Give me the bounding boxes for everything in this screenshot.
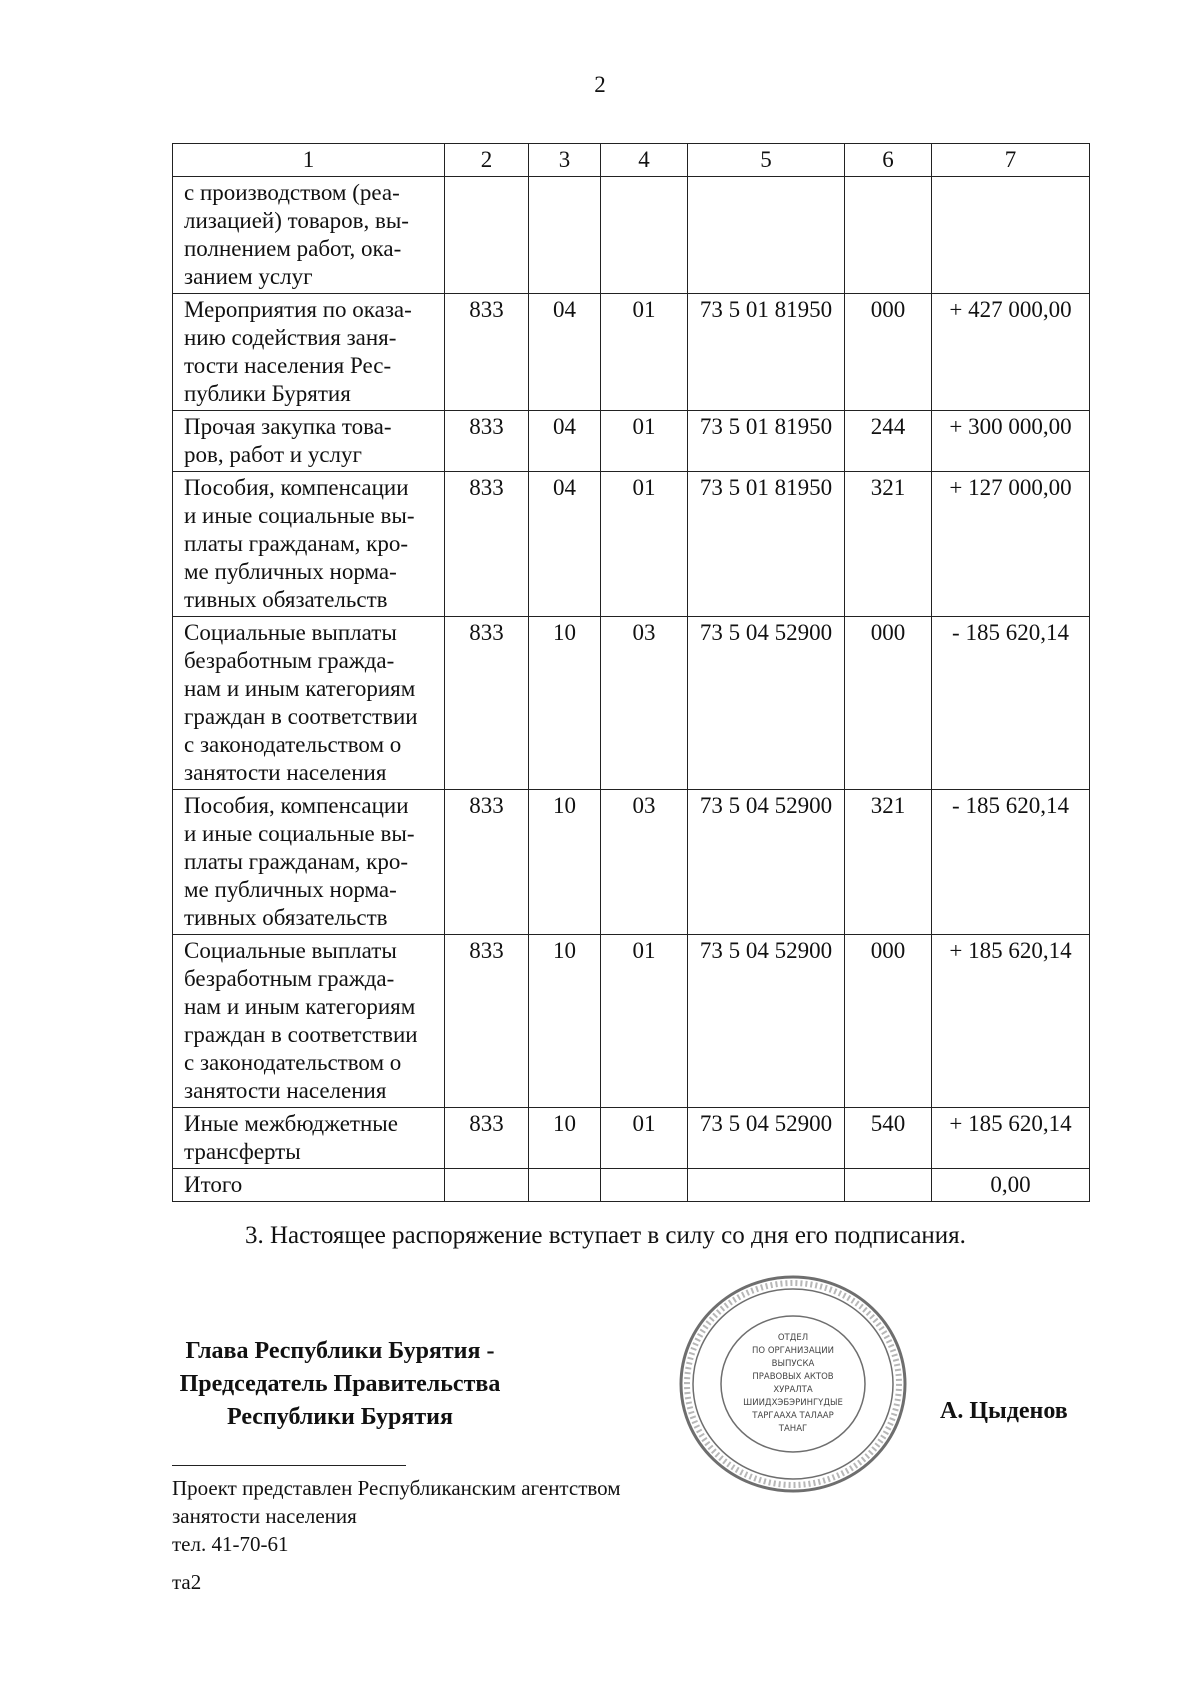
row-value-cell: 73 5 01 81950 <box>688 294 845 411</box>
footnote-rule <box>172 1465 406 1466</box>
row-value-cell: 000 <box>845 617 932 790</box>
seal-text-line: ОТДЕЛ <box>777 1333 809 1343</box>
row-value-cell <box>529 1169 601 1202</box>
column-header: 4 <box>601 144 688 177</box>
footnote <box>172 1474 621 1558</box>
column-header: 3 <box>529 144 601 177</box>
official-seal-stamp <box>676 1272 910 1496</box>
row-value-cell: 04 <box>529 411 601 472</box>
column-header: 5 <box>688 144 845 177</box>
page-number: 2 <box>594 72 606 97</box>
row-value-cell: 01 <box>601 1108 688 1169</box>
signer-name: А. Цыденов <box>940 1398 1068 1424</box>
row-name-cell: Прочая закупка това- ров, работ и услуг <box>173 411 445 472</box>
table-row <box>173 790 1090 935</box>
column-header: 1 <box>173 144 445 177</box>
row-name-cell: Итого <box>173 1169 445 1202</box>
row-value-cell: 833 <box>445 294 529 411</box>
row-value-cell: 000 <box>845 294 932 411</box>
row-value-cell: 73 5 01 81950 <box>688 472 845 617</box>
row-value-cell <box>845 177 932 294</box>
row-value-cell: 73 5 01 81950 <box>688 411 845 472</box>
seal-text-line: ВЫПУСКА <box>771 1359 815 1369</box>
row-value-cell: 73 5 04 52900 <box>688 1108 845 1169</box>
row-name-cell: Социальные выплаты безработным гражда- нам и иным категориям граждан в соответствии с законодательством о занятости населения <box>173 617 445 790</box>
row-value-cell: 01 <box>601 294 688 411</box>
row-value-cell: 73 5 04 52900 <box>688 617 845 790</box>
row-name-cell: Пособия, компенсации и иные социальные вы- платы гражданам, кро- ме публичных норма- тивных обязательств <box>173 790 445 935</box>
budget-table <box>172 143 1090 1202</box>
row-value-cell <box>445 1169 529 1202</box>
row-value-cell: - 185 620,14 <box>932 790 1090 935</box>
table-row <box>173 1108 1090 1169</box>
row-value-cell: - 185 620,14 <box>932 617 1090 790</box>
row-value-cell <box>601 1169 688 1202</box>
row-value-cell: 833 <box>445 617 529 790</box>
row-name-cell: с производством (реа- лизацией) товаров, вы- полнением работ, ока- занием услуг <box>173 177 445 294</box>
table-row <box>173 1169 1090 1202</box>
row-value-cell: 01 <box>601 472 688 617</box>
row-value-cell: 10 <box>529 790 601 935</box>
row-value-cell: 01 <box>601 935 688 1108</box>
signature-title-line-3: Республики Бурятия <box>226 1404 453 1430</box>
row-value-cell: 10 <box>529 935 601 1108</box>
row-value-cell: 0,00 <box>932 1169 1090 1202</box>
row-value-cell: 03 <box>601 617 688 790</box>
row-value-cell: + 127 000,00 <box>932 472 1090 617</box>
seal-text-line: ПРАВОВЫХ АКТОВ <box>752 1372 834 1382</box>
row-value-cell: 000 <box>845 935 932 1108</box>
row-value-cell <box>529 177 601 294</box>
table-row <box>173 177 1090 294</box>
row-value-cell: + 427 000,00 <box>932 294 1090 411</box>
row-value-cell: 833 <box>445 411 529 472</box>
table-row <box>173 294 1090 411</box>
column-header: 2 <box>445 144 529 177</box>
row-name-cell: Пособия, компенсации и иные социальные вы- платы гражданам, кро- ме публичных норма- тивных обязательств <box>173 472 445 617</box>
row-value-cell: 244 <box>845 411 932 472</box>
row-value-cell <box>688 1169 845 1202</box>
row-value-cell: 321 <box>845 790 932 935</box>
row-value-cell: + 300 000,00 <box>932 411 1090 472</box>
row-value-cell: 03 <box>601 790 688 935</box>
row-value-cell: 833 <box>445 790 529 935</box>
row-name-cell: Мероприятия по оказа- нию содействия заня- тости населения Рес- публики Бурятия <box>173 294 445 411</box>
signature-block <box>150 1335 530 1434</box>
row-value-cell <box>932 177 1090 294</box>
column-header: 6 <box>845 144 932 177</box>
footnote-line-1: Проект представлен Республиканским агентством <box>172 1476 621 1500</box>
table-header-row <box>173 144 1090 177</box>
seal-text-line: ШИИДХЭБЭРИНГҮДЫЕ <box>743 1398 843 1408</box>
signature-title-line-2: Председатель Правительства <box>179 1371 501 1397</box>
row-value-cell: 833 <box>445 472 529 617</box>
seal-text-line: ТАРГААХА ТАЛААР <box>752 1411 834 1421</box>
row-value-cell: 540 <box>845 1108 932 1169</box>
row-value-cell <box>601 177 688 294</box>
clause-3: 3. Настоящее распоряжение вступает в силу со дня его подписания. <box>245 1222 966 1249</box>
column-header: 7 <box>932 144 1090 177</box>
row-value-cell: + 185 620,14 <box>932 935 1090 1108</box>
row-value-cell: 833 <box>445 935 529 1108</box>
row-name-cell: Социальные выплаты безработным гражда- нам и иным категориям граждан в соответствии с законодательством о занятости населения <box>173 935 445 1108</box>
footnote-line-2: занятости населения <box>172 1504 357 1528</box>
row-value-cell: 321 <box>845 472 932 617</box>
row-value-cell <box>445 177 529 294</box>
row-value-cell: 01 <box>601 411 688 472</box>
row-value-cell <box>845 1169 932 1202</box>
table-row <box>173 472 1090 617</box>
seal-text-line: ХУРАЛТА <box>773 1385 813 1395</box>
row-value-cell: 73 5 04 52900 <box>688 935 845 1108</box>
row-value-cell: 04 <box>529 472 601 617</box>
row-value-cell: + 185 620,14 <box>932 1108 1090 1169</box>
table-row <box>173 935 1090 1108</box>
row-value-cell: 73 5 04 52900 <box>688 790 845 935</box>
row-value-cell: 04 <box>529 294 601 411</box>
seal-text-line: ПО ОРГАНИЗАЦИИ <box>752 1346 834 1356</box>
footnote-line-3: тел. 41-70-61 <box>172 1532 289 1556</box>
table-row <box>173 617 1090 790</box>
document-code: та2 <box>172 1570 202 1594</box>
row-value-cell: 10 <box>529 617 601 790</box>
signature-title-line-1: Глава Республики Бурятия - <box>185 1338 495 1364</box>
row-value-cell: 10 <box>529 1108 601 1169</box>
row-name-cell: Иные межбюджетные трансферты <box>173 1108 445 1169</box>
row-value-cell: 833 <box>445 1108 529 1169</box>
seal-text-line: ТАНАГ <box>778 1424 808 1434</box>
row-value-cell <box>688 177 845 294</box>
table-row <box>173 411 1090 472</box>
